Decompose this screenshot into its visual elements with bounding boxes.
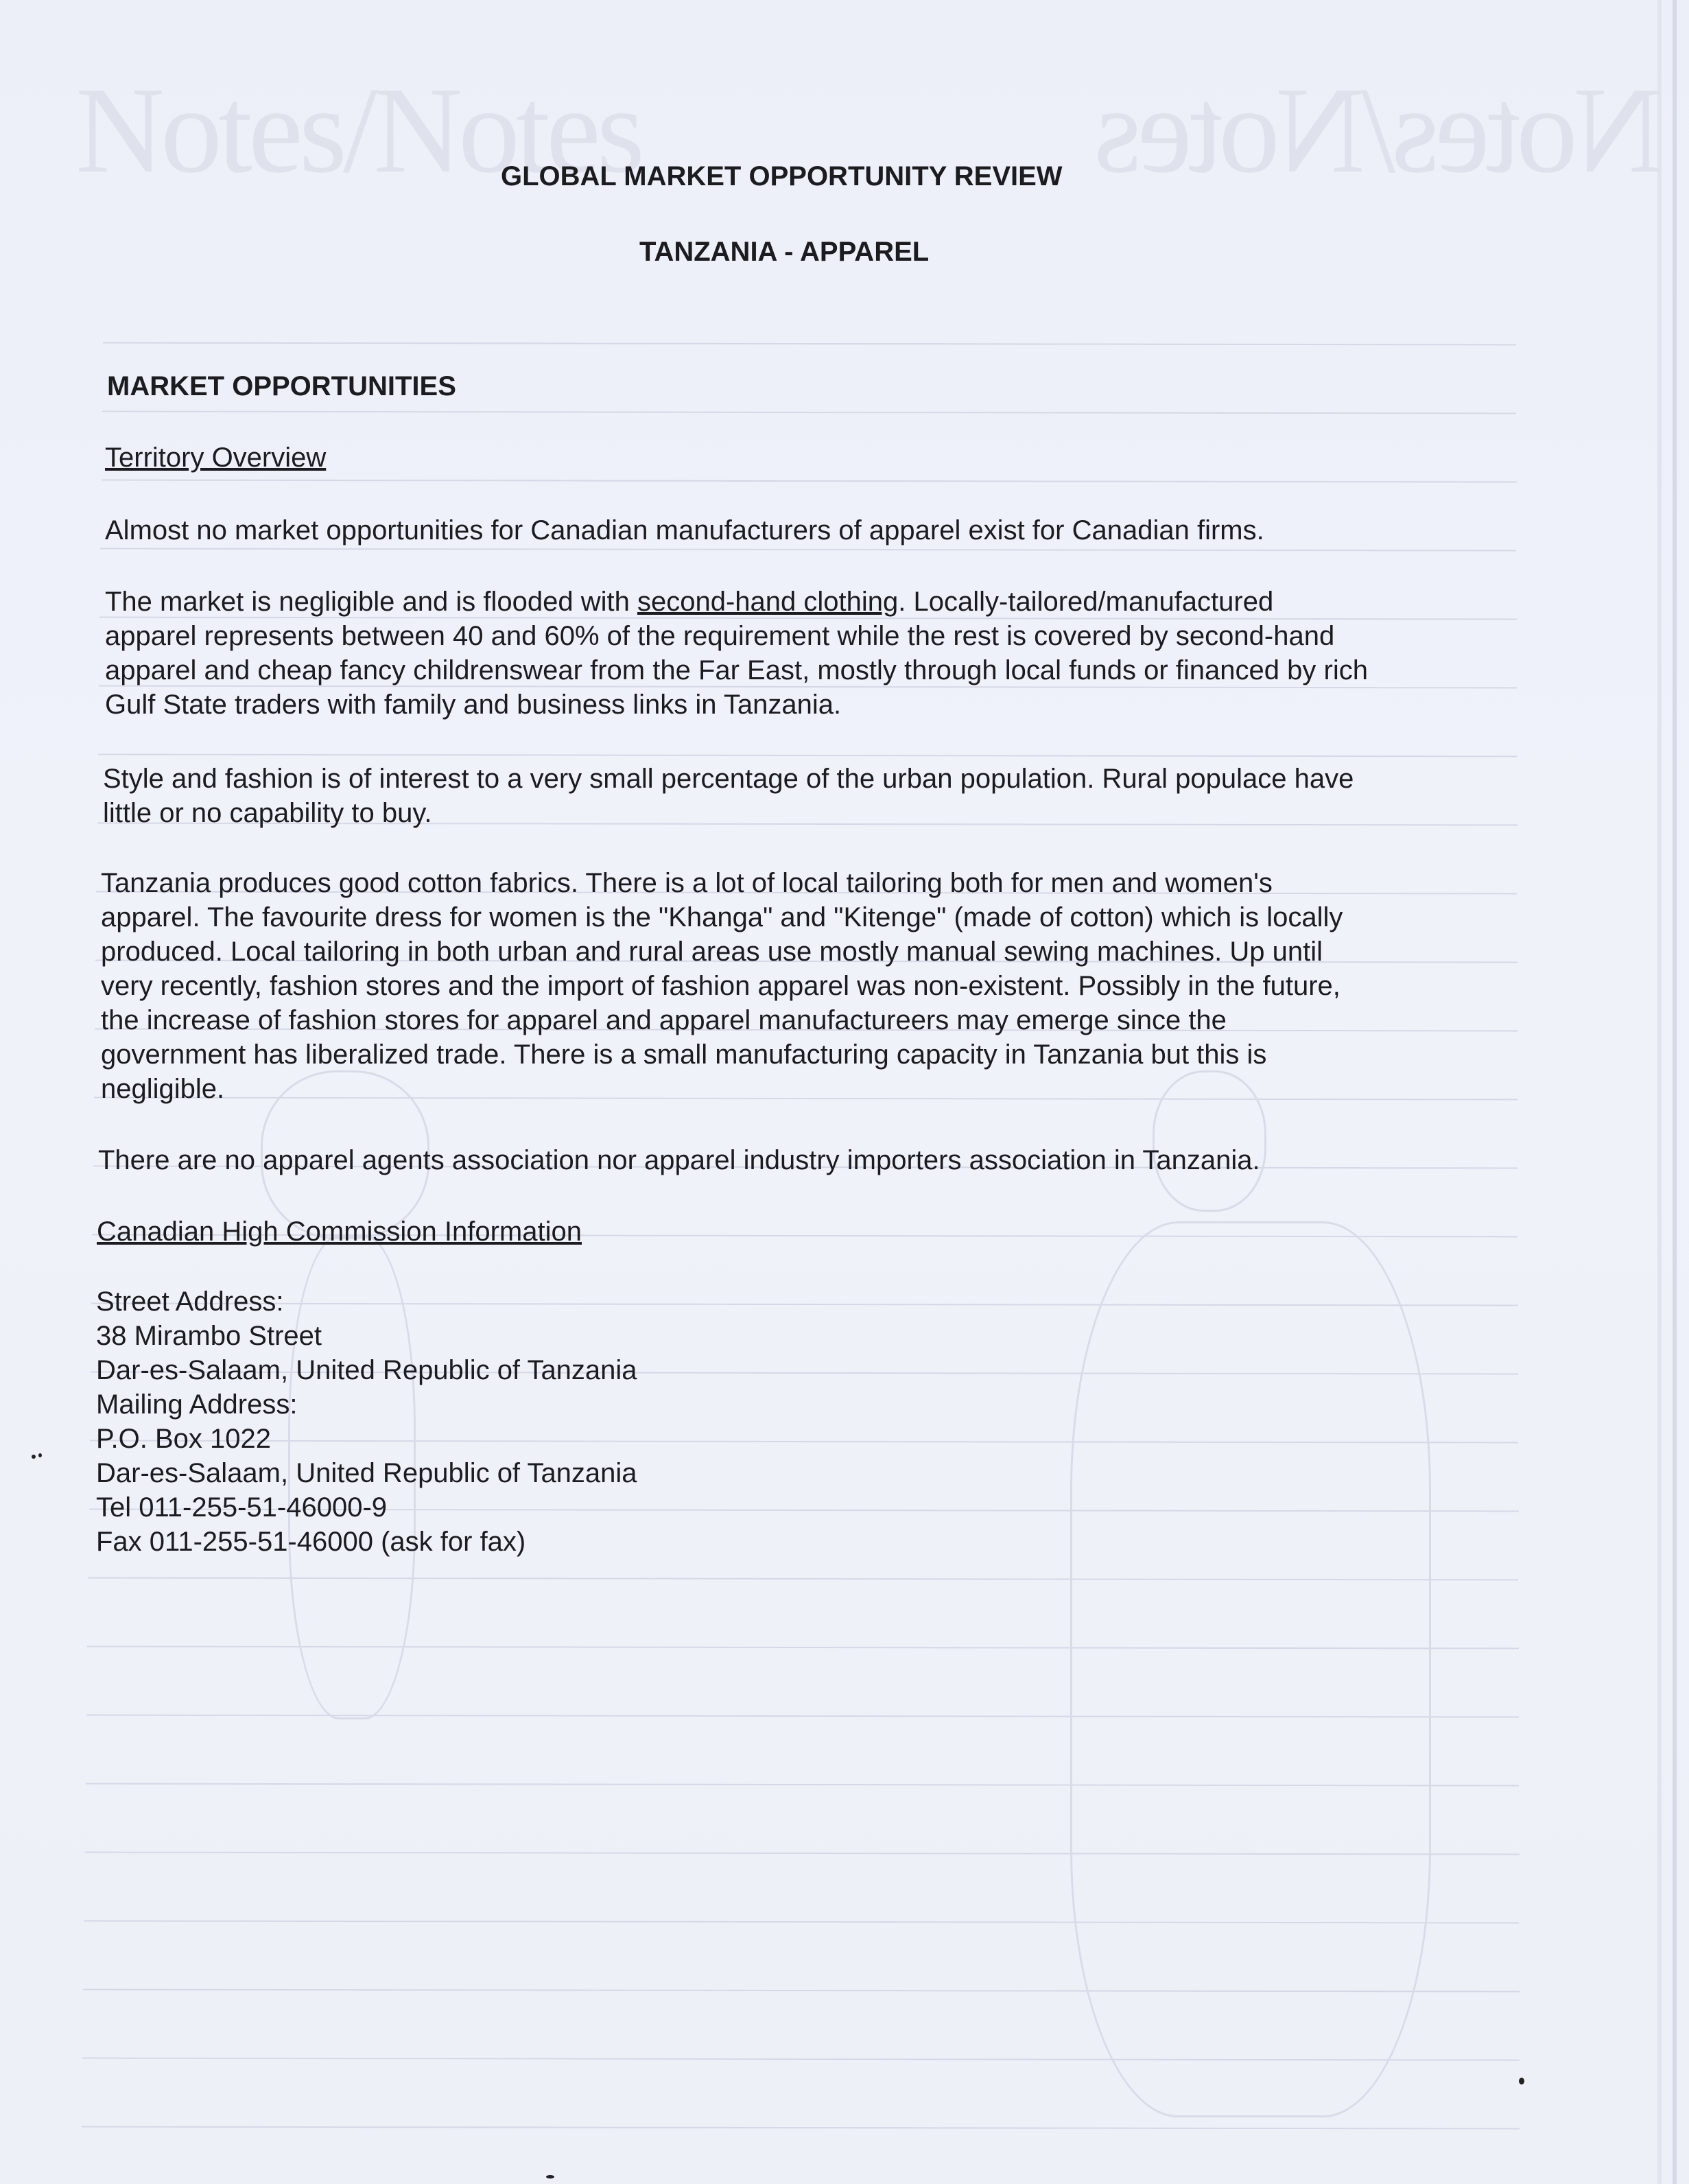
paragraph-4-line: government has liberalized trade. There is a small manufacturing capacity in Tanzania but this is: [101, 1040, 1267, 1070]
paragraph-4-line: very recently, fashion stores and the import of fashion apparel was non-existent. Possibly in the future,: [101, 971, 1340, 1001]
paragraph-1: [105, 513, 1264, 548]
paragraph-3: [103, 762, 1354, 830]
address-line: Dar-es-Salaam, United Republic of Tanzania: [96, 1355, 637, 1385]
paragraph-2-line: apparel and cheap fancy childrenswear from the Far East, mostly through local funds or financed by rich: [105, 655, 1368, 685]
paragraph-2-text: The market is negligible and is flooded with: [105, 587, 637, 617]
paragraph-4-line: Tanzania produces good cotton fabrics. There is a lot of local tailoring both for men and women's: [101, 868, 1273, 898]
document-title: GLOBAL MARKET OPPORTUNITY REVIEW: [501, 161, 1063, 191]
address-line: Dar-es-Salaam, United Republic of Tanzania: [96, 1458, 637, 1488]
underlined-phrase-second-hand-clothing: second-hand clothing: [637, 587, 899, 617]
paragraph-1-line: Almost no market opportunities for Canadian manufacturers of apparel exist for Canadian firms.: [105, 515, 1264, 545]
paragraph-2-text: . Locally-tailored/manufactured: [898, 587, 1274, 617]
paragraph-4-line: produced. Local tailoring in both urban and rural areas use mostly manual sewing machines. Up until: [101, 937, 1323, 967]
paragraph-5: [98, 1143, 1260, 1177]
paragraph-3-line: Style and fashion is of interest to a very small percentage of the urban population. Rural populace have: [103, 764, 1354, 794]
scan-speck: [32, 1455, 36, 1459]
watermark-left: Notes/Notes: [75, 62, 641, 198]
paragraph-2-line: Gulf State traders with family and business links in Tanzania.: [105, 690, 842, 720]
address-line: 38 Mirambo Street: [96, 1321, 322, 1351]
address-block: [96, 1284, 637, 1559]
paragraph-4-line: apparel. The favourite dress for women is the "Khanga" and "Kitenge" (made of cotton) which is locally: [101, 902, 1343, 932]
paragraph-2-line: [105, 585, 1368, 619]
section-heading-market-opportunities: MARKET OPPORTUNITIES: [107, 371, 456, 401]
paragraph-4: [101, 866, 1343, 1106]
paragraph-2-line: apparel represents between 40 and 60% of the requirement while the rest is covered by second-hand: [105, 621, 1335, 651]
address-line: Fax 011-255-51-46000 (ask for fax): [96, 1527, 526, 1557]
address-line: Street Address:: [96, 1287, 284, 1317]
address-line: Tel 011-255-51-46000-9: [96, 1492, 388, 1523]
address-line: Mailing Address:: [96, 1389, 298, 1420]
paragraph-2: [105, 585, 1368, 722]
paragraph-4-line: the increase of fashion stores for apparel and apparel manufactureers may emerge since the: [101, 1005, 1227, 1035]
subheading-canadian-high-commission: Canadian High Commission Information: [97, 1217, 582, 1247]
paragraph-5-line: There are no apparel agents association nor apparel industry importers association in Tanzania.: [98, 1145, 1260, 1175]
scan-speck: [546, 2175, 554, 2179]
subheading-territory-overview: Territory Overview: [105, 443, 327, 473]
paragraph-4-line: negligible.: [101, 1074, 225, 1104]
address-line: P.O. Box 1022: [96, 1424, 271, 1454]
scan-speck: [1519, 2078, 1524, 2085]
paragraph-3-line: little or no capability to buy.: [103, 798, 432, 828]
document-subtitle: TANZANIA - APPAREL: [639, 237, 930, 267]
scan-speck: [38, 1453, 42, 1457]
watermark-right-mirrored: Notes/Notes: [1098, 62, 1663, 198]
